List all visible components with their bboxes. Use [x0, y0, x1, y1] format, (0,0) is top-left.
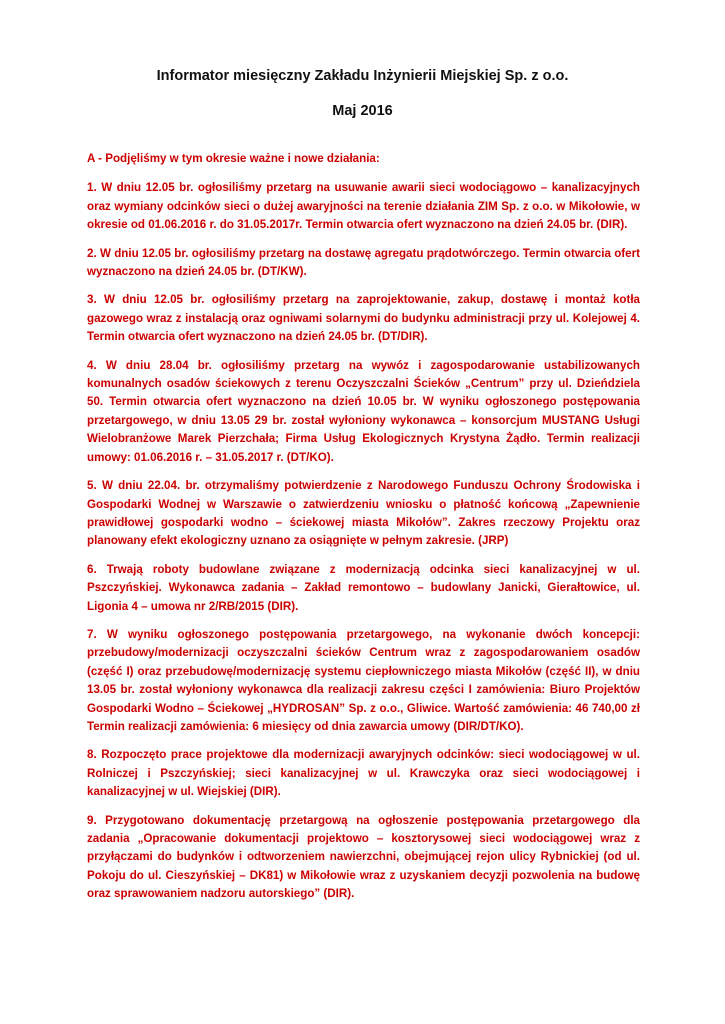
list-item-1: 1. W dniu 12.05 br. ogłosiliśmy przetarg na usuwanie awarii sieci wodociągowo – kanalizacyjnych oraz wymiany odcinków sieci o dużej awaryjności na terenie działania ZIM Sp. z o.o. w Mikołowie, w okresie od 01.06.2016 r. do 31.05.2017r. Termin otwarcia ofert wyznaczono na dzień 24.05 br. (DIR).	[87, 181, 640, 232]
list-item-3: 3. W dniu 12.05 br. ogłosiliśmy przetarg na zaprojektowanie, zakup, dostawę i montaż kotła gazowego wraz z instalacją oraz ogniwami solarnymi do budynku administracji przy ul. Kolejowej 4. Termin otwarcia ofert wyznaczono na dzień 24.05 br. (DT/DIR).	[87, 293, 640, 344]
list-item-7: 7. W wyniku ogłoszonego postępowania przetargowego, na wykonanie dwóch koncepcji: przebudowy/modernizacji oczyszczalni ścieków Centrum wraz z zagospodarowaniem osadów (część I) oraz przebudowę/modernizację systemu ciepłowniczego miasta Mikołów (część II), w dniu 13.05 br. został wyłoniony wykonawca dla realizacji zakresu części I zamówienia: Biuro Projektów Gospodarki Wodno – Ściekowej „HYDROSAN” Sp. z o.o., Gliwice. Wartość zamówienia: 46 740,00 zł Termin realizacji zamówienia: 6 miesięcy od dnia zawarcia umowy (DIR/DT/KO).	[87, 627, 640, 733]
list-item-9: 9. Przygotowano dokumentację przetargową na ogłoszenie postępowania przetargowego dla zadania „Opracowanie dokumentacji projektowo – kosztorysowej sieci wodociągowej wraz z przyłączami do budynków i odtworzeniem nawierzchni, obejmującej rejon ulicy Rybnickiej (od ul. Pokoju do ul. Cieszyńskiej – DK81) w Mikołowie wraz z uzyskaniem decyzji pozwolenia na budowę oraz sprawowaniem nadzoru autorskiego” (DIR).	[87, 813, 640, 901]
list-item-4: 4. W dniu 28.04 br. ogłosiliśmy przetarg na wywóz i zagospodarowanie ustabilizowanych komunalnych osadów ściekowych z terenu Oczyszczalni Ścieków „Centrum” przy ul. Dzieńdziela 50. Termin otwarcia ofert wyznaczono na dzień 10.05 br. W wyniku ogłoszonego postępowania przetargowego, w dniu 13.05 29 br. został wyłoniony wykonawca – konsorcjum MUSTANG Usługi Wielobranżowe Marek Pierzchała; Firma Usług Ekologicznych Krystyna Żądło. Termin realizacji umowy: 01.06.2016 r. – 31.05.2017 r. (DT/KO).	[87, 358, 640, 464]
list-item-5: 5. W dniu 22.04. br. otrzymaliśmy potwierdzenie z Narodowego Funduszu Ochrony Środowiska i Gospodarki Wodnej w Warszawie o zatwierdzeniu wniosku o płatność końcową „Zapewnienie prawidłowej gospodarki wodno – ściekowej miasta Mikołów”. Zakres rzeczowy Projektu oraz planowany efekt ekologiczny uznano za osiągnięte w pełnym zakresie. (JRP)	[87, 479, 640, 548]
document-title: Informator miesięczny Zakładu Inżynierii Miejskiej Sp. z o.o.	[156, 68, 569, 84]
list-item-2: 2. W dniu 12.05 br. ogłosiliśmy przetarg na dostawę agregatu prądotwórczego. Termin otwarcia ofert wyznaczono na dzień 24.05 br. (DT/KW).	[87, 246, 640, 279]
list-item-6: 6. Trwają roboty budowlane związane z modernizacją odcinka sieci kanalizacyjnej w ul. Pszczyńskiej. Wykonawca zadania – Zakład remontowo – budowlany Janicki, Gierałtowice, ul. Ligonia 4 – umowa nr 2/RB/2015 (DIR).	[87, 562, 640, 613]
document-body	[87, 150, 640, 914]
document-month: Maj 2016	[332, 103, 393, 119]
list-item-8: 8. Rozpoczęto prace projektowe dla modernizacji awaryjnych odcinków: sieci wodociągowej w ul. Rolniczej i Pszczyńskiej; sieci kanalizacyjnej w ul. Krawczyka oraz sieci wodociągowej i kanalizacyjnej w ul. Wiejskiej (DIR).	[87, 748, 640, 799]
section-heading: A - Podjęliśmy w tym okresie ważne i nowe działania:	[87, 152, 380, 165]
